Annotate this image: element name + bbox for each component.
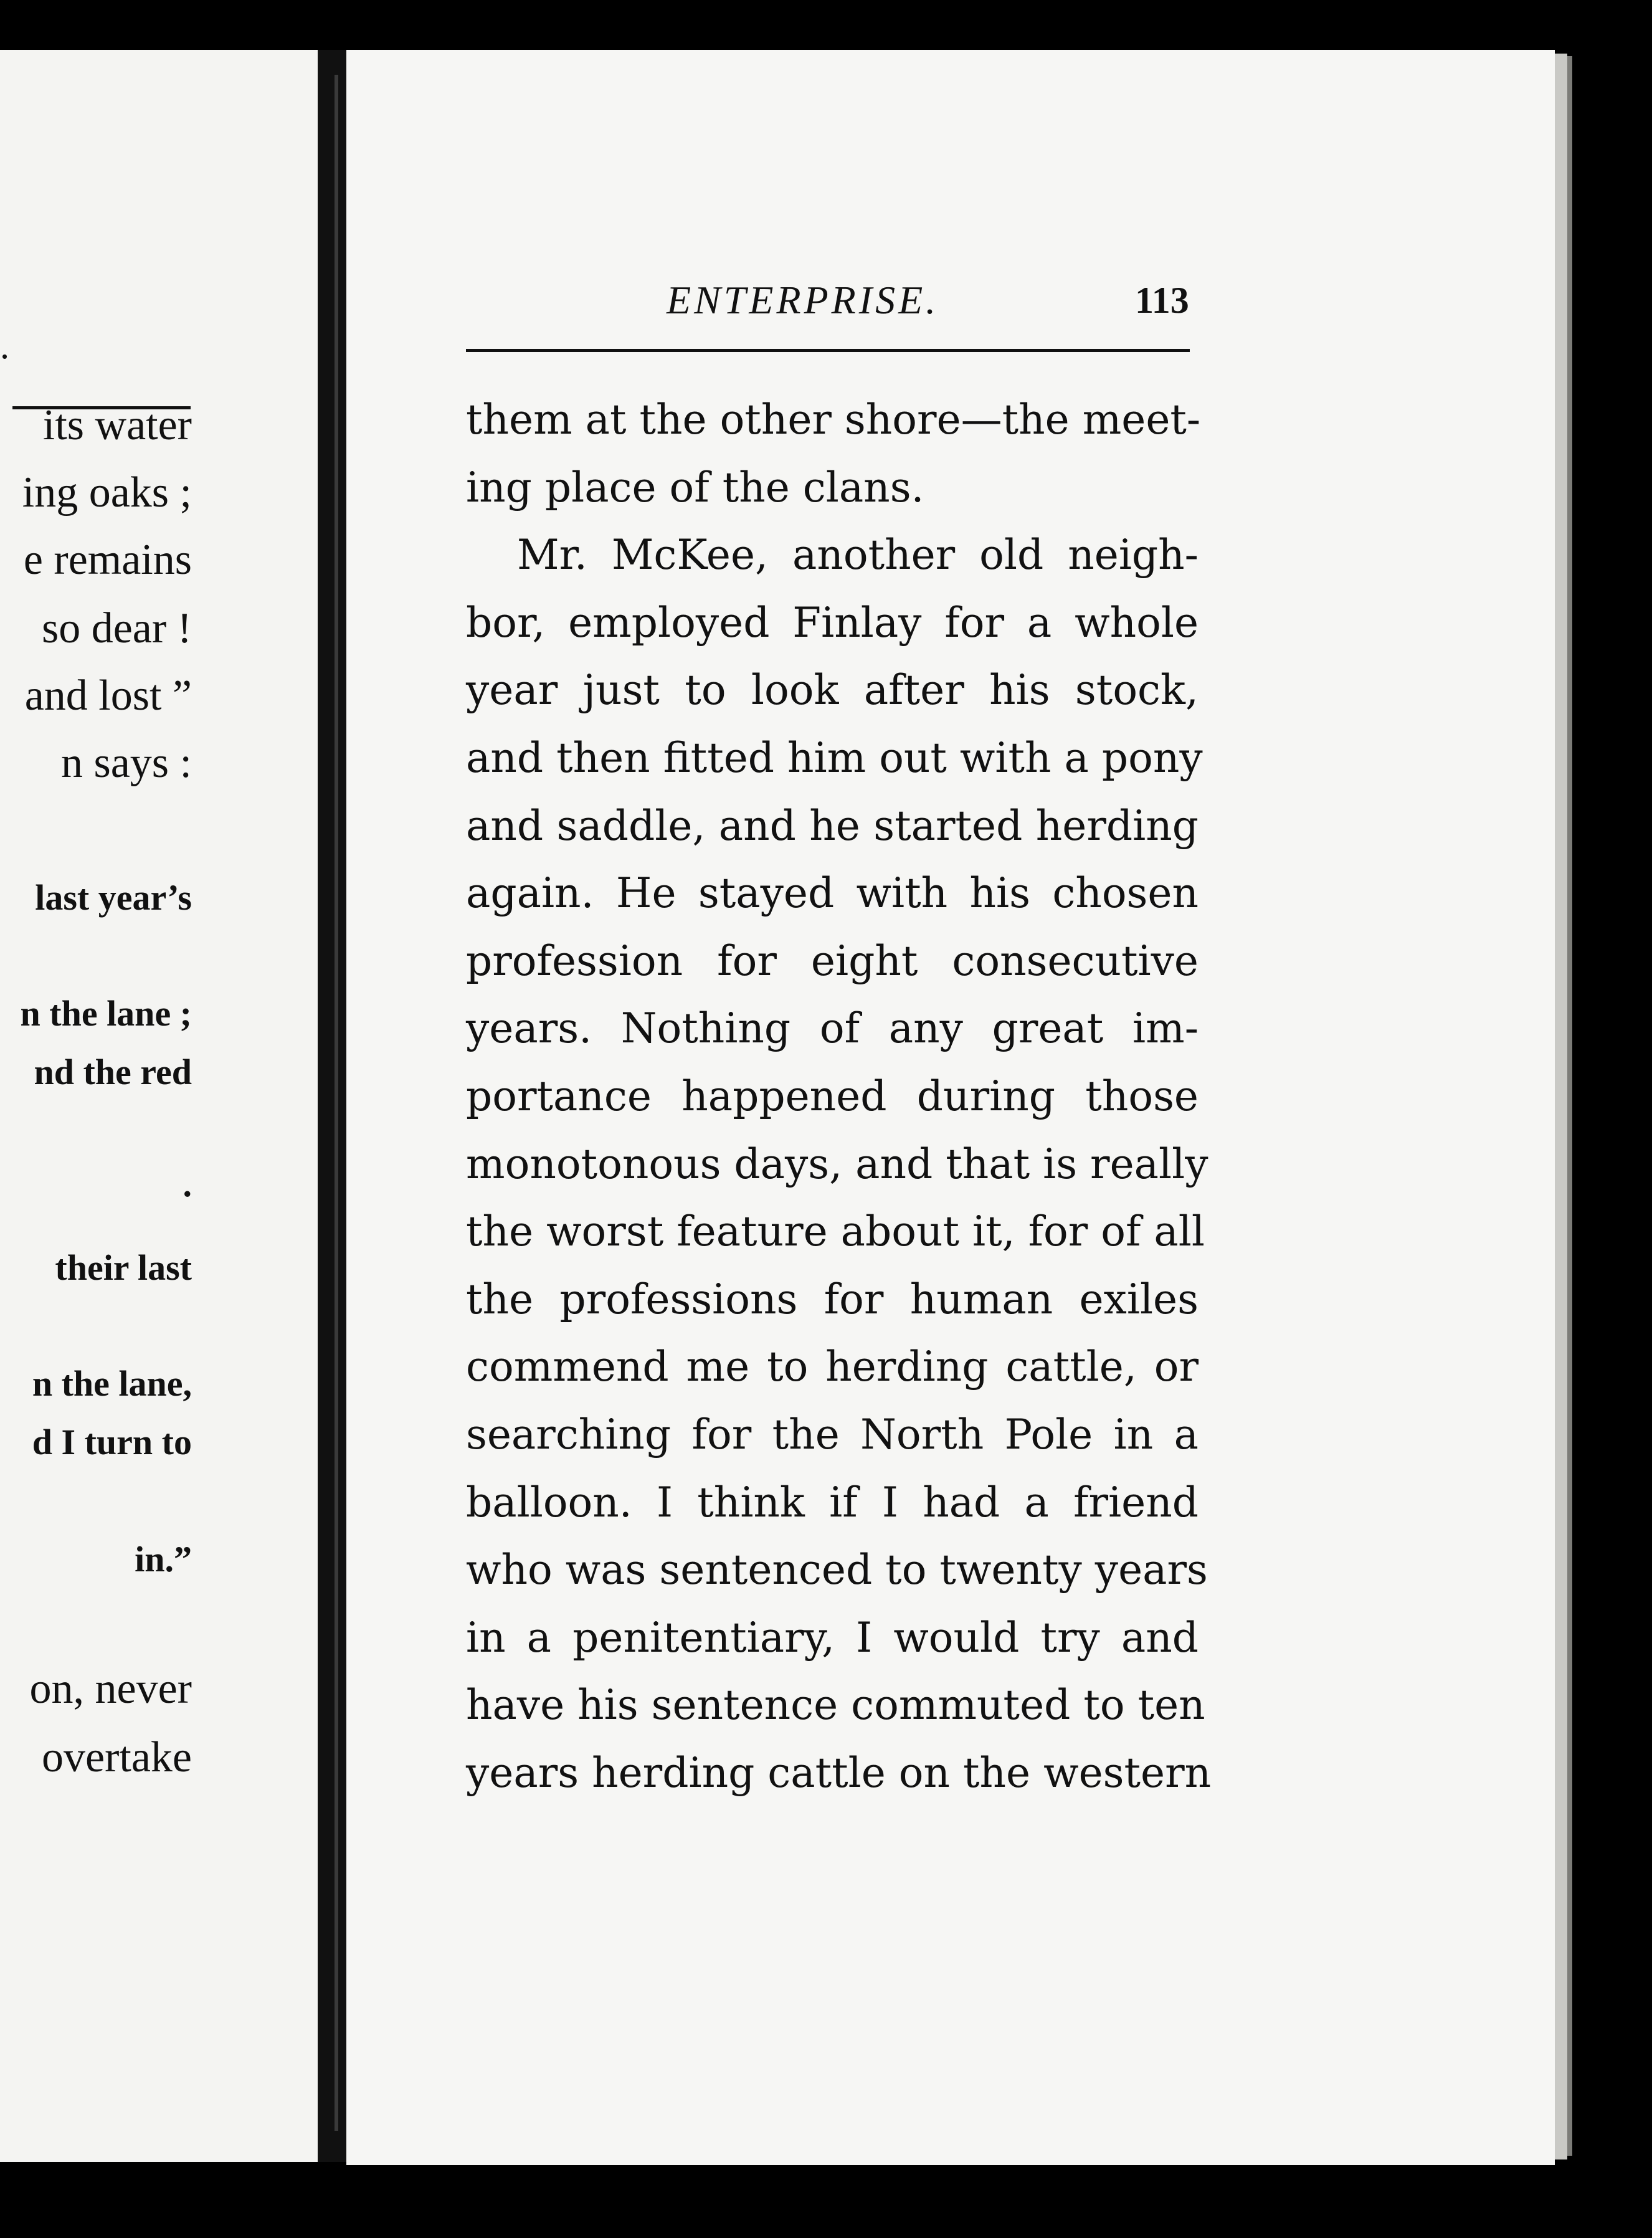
body-line: portance happened during those [466,1072,1199,1120]
left-page-line: overtake [42,1733,192,1781]
body-line: who was sentenced to twenty years [466,1546,1208,1594]
left-facing-page [0,50,318,2162]
left-page-line: their last [55,1247,192,1288]
body-line: the worst feature about it, for of all [466,1207,1205,1256]
body-line: profession for eight consecutive [466,936,1199,985]
left-page-line: n the lane, [32,1363,192,1404]
page-edge-shadow [1567,56,1572,2156]
body-line: and saddle, and he started herding [466,801,1199,850]
body-line: bor, employed Finlay for a whole [466,598,1199,647]
running-head: ENTERPRISE. [667,278,939,322]
body-line: monotonous days, and that is really [466,1140,1208,1188]
body-line: have his sentence commuted to ten [466,1681,1205,1730]
left-page-line: in.” [135,1539,192,1579]
body-line: year just to look after his stock, [466,666,1199,715]
body-line: in a penitentiary, I would try and [466,1613,1199,1662]
left-page-line: its water [42,401,192,449]
body-line: years. Nothing of any great im- [466,1004,1199,1053]
body-line: them at the other shore—the meet- [466,396,1201,444]
body-line: ing place of the clans. [466,463,924,512]
body-line: commend me to herding cattle, or [466,1343,1199,1391]
left-running-head-fragment: . [0,325,9,366]
header-rule [466,349,1190,352]
left-page-line: on, never [29,1665,192,1713]
body-line: balloon. I think if I had a friend [466,1478,1199,1526]
left-page-line: last year’s [35,877,192,918]
left-page-line: d I turn to [32,1422,192,1462]
body-line: searching for the North Pole in a [466,1410,1199,1459]
body-line: years herding cattle on the western [466,1748,1212,1797]
left-page-line: nd the red [34,1052,192,1092]
gutter-highlight [335,75,338,2131]
left-page-line: . [183,1164,192,1204]
body-line: and then fitted him out with a pony [466,733,1203,782]
page-edge [1555,54,1567,2159]
left-page-line: e remains [23,536,192,584]
left-page-line: n says : [61,739,192,787]
body-line: the professions for human exiles [466,1275,1199,1323]
left-page-line: so dear ! [41,604,192,652]
left-page-line: and lost ” [24,672,192,720]
body-line: again. He stayed with his chosen [466,869,1199,918]
book-gutter [318,50,348,2162]
left-page-line: n the lane ; [20,993,192,1034]
body-text [466,386,1212,1807]
body-line: Mr. McKee, another old neigh- [517,531,1199,579]
page-number: 113 [1135,280,1189,321]
left-page-line: ing oaks ; [22,469,192,517]
